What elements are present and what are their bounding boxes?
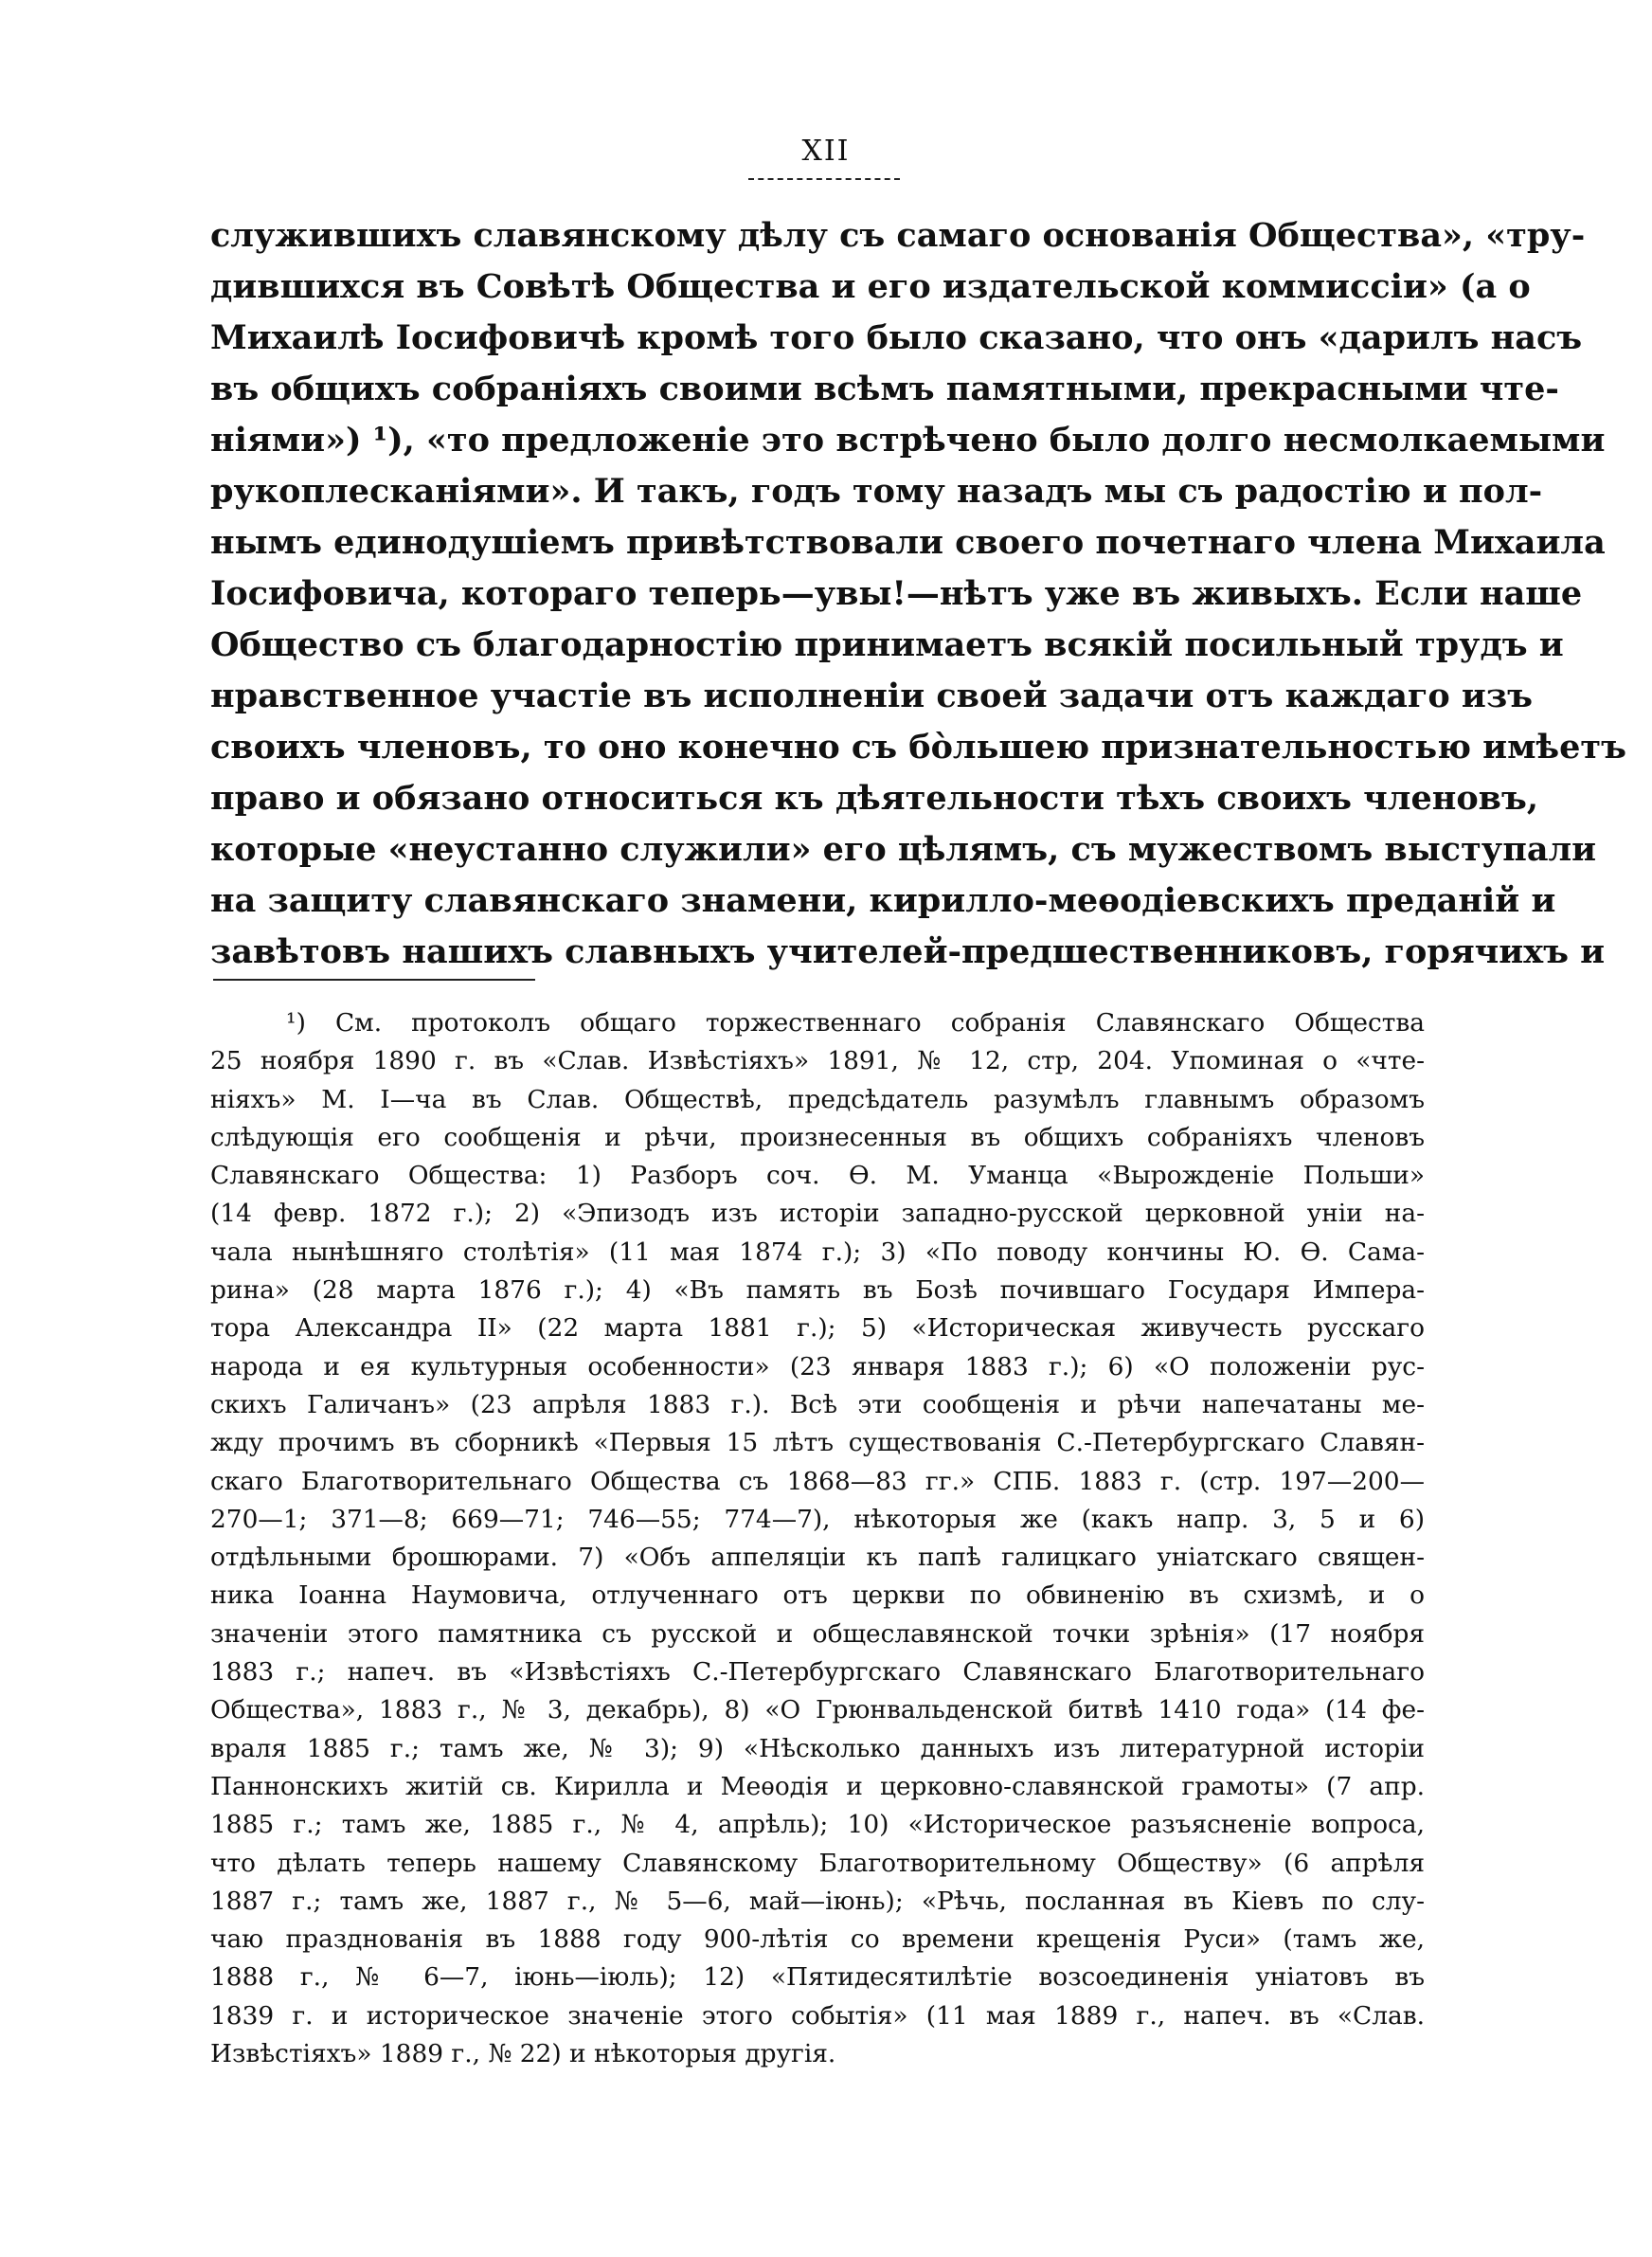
footnote-separator [213, 979, 535, 981]
main-text-line: Михаилѣ Іосифовичѣ кромѣ того было сказано, что онъ «дарилъ насъ [210, 318, 1583, 357]
footnote-line: скаго Благотворительнаго Общества съ 1868—83 гг.» СПБ. 1883 г. (стр. 197—200— [210, 1466, 1425, 1496]
page-number: XII [801, 135, 851, 168]
footnote-line: 1885 г.; тамъ же, 1885 г., № 4, апрѣль); 10) «Историческое разъясненіе вопроса, [210, 1810, 1425, 1840]
footnote-line: 1883 г.; напеч. въ «Извѣстіяхъ С.-Петербургскаго Славянскаго Благотворительнаго [210, 1657, 1425, 1688]
footnote-line: значеніи этого памятника съ русской и общеславянской точки зрѣнія» (17 ноября [210, 1618, 1425, 1649]
footnote-line: ніяхъ» М. I—ча въ Слав. Обществѣ, предсѣдатель разумѣлъ главнымъ образомъ [210, 1084, 1425, 1114]
footnote-line: слѣдующія его сообщенія и рѣчи, произнесенныя въ общихъ собраніяхъ членовъ [210, 1122, 1425, 1152]
footnote-line: чаю празднованія въ 1888 году 900-лѣтія со времени крещенія Руси» (тамъ же, [210, 1924, 1425, 1955]
main-text-line: служившихъ славянскому дѣлу съ самаго основанія Общества», «тру- [210, 216, 1586, 255]
footnote-line: враля 1885 г.; тамъ же, № 3); 9) «Нѣсколько данныхъ изъ литературной исторіи [210, 1733, 1425, 1763]
footnote-line: рина» (28 марта 1876 г.); 4) «Въ память въ Бозѣ почившаго Государя Импера- [210, 1275, 1425, 1306]
footnote-line: 25 ноября 1890 г. въ «Слав. Извѣстіяхъ» 1891, № 12, стр, 204. Упоминая о «чте- [210, 1046, 1425, 1076]
footnote-line: Общества», 1883 г., № 3, декабрь), 8) «О Грюнвальденской битвѣ 1410 года» (14 фе- [210, 1695, 1425, 1725]
main-text-line: дившихся въ Совѣтѣ Общества и его издательской коммиссіи» (а о [210, 267, 1531, 306]
footnote-line: народа и ея культурныя особенности» (23 января 1883 г.); 6) «О положеніи рус- [210, 1351, 1425, 1381]
main-text-line: Іосифовича, котораго теперь—увы!—нѣтъ уже въ живыхъ. Если наше [210, 574, 1583, 613]
footnote [210, 1004, 1425, 2073]
main-text-line: ніями») ¹), «то предложеніе это встрѣчено было долго несмолкаемыми [210, 421, 1606, 460]
footnote-line: тора Александра II» (22 марта 1881 г.); 5) «Историческая живучесть русскаго [210, 1313, 1425, 1344]
footnote-line: 270—1; 371—8; 669—71; 746—55; 774—7), нѣкоторыя же (какъ напр. 3, 5 и 6) [210, 1504, 1425, 1534]
footnote-line: 1888 г., № 6—7, іюнь—іюль); 12) «Пятидесятилѣтіе возсоединенія уніатовъ въ [210, 1962, 1425, 1993]
footnote-line: что дѣлать теперь нашему Славянскому Благотворительному Обществу» (6 апрѣля [210, 1848, 1425, 1878]
footnote-first-line-text: См. протоколъ общаго торжественнаго собранія Славянскаго Общества [334, 1008, 1425, 1038]
main-text-line: въ общихъ собраніяхъ своими всѣмъ памятными, прекрасными чте- [210, 370, 1559, 408]
main-text-line: которые «неустанно служили» его цѣлямъ, съ мужествомъ выступали [210, 830, 1597, 869]
main-text [210, 210, 1626, 978]
footnote-line: 1839 г. и историческое значеніе этого событія» (11 мая 1889 г., напеч. въ «Слав. [210, 2000, 1425, 2031]
footnote-line: Извѣстіяхъ» 1889 г., № 22) и нѣкоторыя другія. [210, 2039, 836, 2069]
main-text-line: на защиту славянскаго знамени, кирилло-меѳодіевскихъ преданій и [210, 881, 1556, 920]
main-text-line: завѣтовъ нашихъ славныхъ учителей-предшественниковъ, горячихъ и [210, 932, 1606, 971]
main-text-line: Общество съ благодарностію принимаетъ всякій посильный трудъ и [210, 625, 1564, 664]
footnote-line: жду прочимъ въ сборникѣ «Первыя 15 лѣтъ существованія С.-Петербургскаго Славян- [210, 1428, 1425, 1458]
main-text-line: нымъ единодушіемъ привѣтствовали своего почетнаго члена Михаила [210, 523, 1606, 562]
footnote-line: отдѣльными брошюрами. 7) «Объ аппеляціи къ папѣ галицкаго уніатскаго священ- [210, 1543, 1425, 1573]
footnote-line: чала нынѣшняго столѣтія» (11 мая 1874 г.); 3) «По поводу кончины Ю. Ѳ. Сама- [210, 1237, 1425, 1267]
footnote-marker: ¹) [286, 1008, 306, 1038]
footnote-line: Славянскаго Общества: 1) Разборъ соч. Ѳ. М. Уманца «Вырожденіе Польши» [210, 1161, 1425, 1191]
footnote-line: ника Іоанна Наумовича, отлученнаго отъ церкви по обвиненію въ схизмѣ, и о [210, 1580, 1425, 1611]
footnote-line: (14 февр. 1872 г.); 2) «Эпизодъ изъ исторіи западно-русской церковной уніи на- [210, 1199, 1425, 1229]
footnote-line: 1887 г.; тамъ же, 1887 г., № 5—6, май—іюнь); «Рѣчь, посланная въ Кіевъ по слу- [210, 1886, 1425, 1916]
main-text-line: нравственное участіе въ исполненіи своей задачи отъ каждаго изъ [210, 677, 1534, 715]
main-text-line: право и обязано относиться къ дѣятельности тѣхъ своихъ членовъ, [210, 779, 1539, 818]
main-text-line: своихъ членовъ, то оно конечно съ бо̀льшею признательностью имѣетъ [210, 728, 1626, 767]
footnote-line: скихъ Галичанъ» (23 апрѣля 1883 г.). Всѣ эти сообщенія и рѣчи напечатаны ме- [210, 1389, 1425, 1419]
footnote-first-line [210, 1004, 1425, 1042]
footnote-line: Паннонскихъ житій св. Кирилла и Меѳодія и церковно-славянской грамоты» (7 апр. [210, 1771, 1425, 1801]
page-number-rule [748, 178, 900, 180]
main-text-line: рукоплесканіями». И такъ, годъ тому назадъ мы съ радостію и пол- [210, 472, 1543, 511]
